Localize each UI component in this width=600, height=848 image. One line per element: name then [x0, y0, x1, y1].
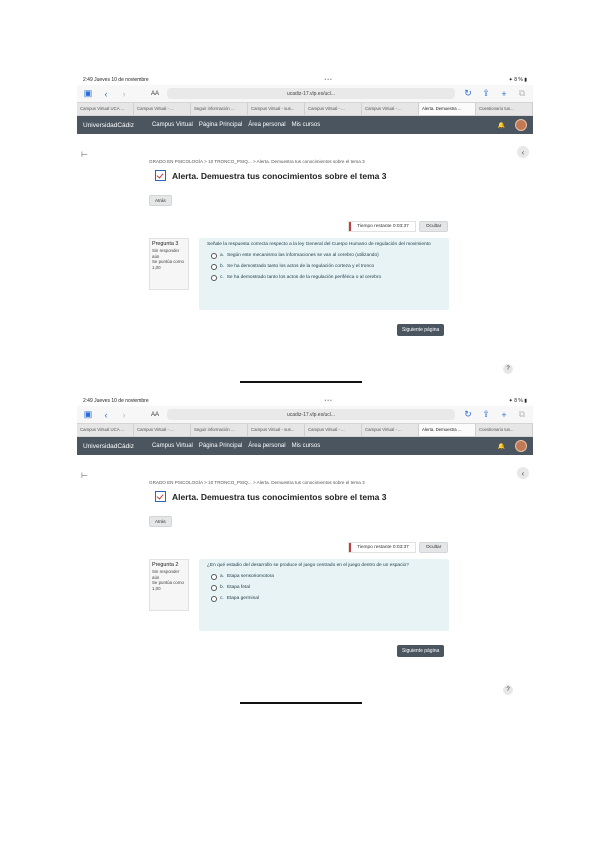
- option-letter: c.: [220, 595, 224, 601]
- browser-tab[interactable]: Cuestionario tus...: [476, 103, 533, 115]
- status-time-date: 2:49 Jueves 10 de noviembre: [83, 76, 149, 83]
- share-icon[interactable]: ⇪: [482, 409, 490, 419]
- share-icon[interactable]: ⇪: [482, 88, 490, 98]
- question-points: Se puntúa como 1,00: [152, 580, 184, 592]
- radio-button[interactable]: [211, 596, 217, 602]
- page-title: Alerta. Demuestra tus conocimientos sobre el tema 3: [172, 491, 387, 502]
- browser-tab[interactable]: Cuestionario tus...: [476, 424, 533, 436]
- tab-overview-icon[interactable]: ⧉: [518, 88, 526, 98]
- hide-timer-button[interactable]: Ocultar: [419, 221, 448, 232]
- question-text: ¿En qué estadio del desarrollo se produce el juego centrado en el juego dentro de un espacio?: [207, 563, 409, 568]
- question-points: Se puntúa como 1,00: [152, 259, 184, 271]
- breadcrumb[interactable]: GRADO EN PSICOLOGÍA > 10 TRONCO_PSIQ... > Alerta. Demuestra tus conocimientos sobre el tema 3: [149, 159, 365, 164]
- address-bar[interactable]: [167, 88, 455, 99]
- option-letter: a.: [220, 573, 225, 579]
- option-text: Se ha demostrado tanto los actos de la regulación corteza y el tronco: [227, 263, 375, 269]
- question-box: [199, 238, 449, 310]
- safari-toolbar: [77, 406, 533, 423]
- right-drawer-chevron-icon[interactable]: ‹: [517, 146, 529, 158]
- answer-option[interactable]: [211, 596, 441, 603]
- safari-toolbar: [77, 85, 533, 102]
- forward-arrow-icon[interactable]: ›: [122, 88, 126, 99]
- browser-tab[interactable]: Campus Virtual UCA ...: [77, 424, 134, 436]
- question-state: Sin responder aún: [152, 248, 180, 259]
- screenshot-quiz-question-2: [77, 395, 533, 715]
- radio-button[interactable]: [211, 264, 217, 270]
- user-avatar[interactable]: [515, 440, 527, 452]
- quiz-icon: [155, 491, 166, 502]
- page-title: Alerta. Demuestra tus conocimientos sobre el tema 3: [172, 170, 387, 181]
- browser-tab[interactable]: Campus Virtual - ...: [134, 103, 191, 115]
- option-text: Etapa germinal: [226, 595, 259, 601]
- browser-tab[interactable]: Alerta. Demuestra ...: [419, 424, 476, 436]
- question-number: Pregunta 2: [152, 562, 179, 568]
- nav-link[interactable]: Mis cursos: [291, 443, 321, 449]
- browser-tab[interactable]: Campus Virtual - sus...: [248, 103, 305, 115]
- back-button[interactable]: Atrás: [149, 195, 172, 206]
- screenshot-quiz-question-3: [77, 74, 533, 394]
- radio-button[interactable]: [211, 585, 217, 591]
- browser-tab[interactable]: Seguir información ...: [191, 424, 248, 436]
- new-tab-plus-icon[interactable]: +: [501, 409, 507, 420]
- nav-link[interactable]: Área personal: [248, 122, 286, 128]
- page-header: [155, 170, 386, 181]
- help-button[interactable]: ?: [503, 364, 513, 374]
- nav-links: [152, 443, 320, 449]
- option-letter: b.: [220, 263, 225, 269]
- answer-option[interactable]: [211, 253, 441, 260]
- status-time-date: 2:49 Jueves 10 de noviembre: [83, 397, 149, 404]
- question-number: Pregunta 3: [152, 241, 179, 247]
- radio-button[interactable]: [211, 574, 217, 580]
- answer-options: [207, 574, 441, 603]
- option-letter: a.: [220, 252, 225, 258]
- page-header: [155, 491, 386, 502]
- back-button[interactable]: Atrás: [149, 516, 172, 527]
- multitask-dots[interactable]: •••: [324, 397, 333, 404]
- nav-link[interactable]: Campus Virtual: [151, 443, 193, 449]
- multitask-dots[interactable]: •••: [324, 76, 333, 83]
- nav-links: [152, 122, 320, 128]
- notifications-bell-icon[interactable]: 🔔: [497, 443, 505, 450]
- drawer-toggle-icon[interactable]: ⊢: [81, 150, 88, 159]
- answer-option[interactable]: [211, 585, 441, 592]
- option-text: Según este mecanismo las informaciones se van al cerebro (utilizando): [227, 252, 379, 258]
- browser-tab[interactable]: Campus Virtual UCA ...: [77, 103, 134, 115]
- nav-link[interactable]: Página Principal: [198, 443, 243, 449]
- answer-option[interactable]: [211, 574, 441, 581]
- radio-button[interactable]: [211, 275, 217, 281]
- sidebar-icon[interactable]: ▣: [83, 409, 93, 419]
- new-tab-plus-icon[interactable]: +: [501, 88, 507, 99]
- browser-tab[interactable]: Alerta. Demuestra ...: [419, 103, 476, 115]
- next-page-button[interactable]: Siguiente página: [397, 324, 444, 336]
- back-arrow-icon[interactable]: ‹: [104, 88, 108, 99]
- site-brand[interactable]: UniversidadCádiz: [83, 121, 134, 129]
- reader-aa-button[interactable]: AA: [151, 90, 160, 97]
- question-info-panel: [149, 238, 189, 290]
- ios-status-bar: [77, 74, 533, 85]
- reload-icon[interactable]: ↻: [464, 88, 472, 98]
- hide-timer-button[interactable]: Ocultar: [419, 542, 448, 553]
- timer-area: [349, 221, 448, 232]
- answer-option[interactable]: [211, 264, 441, 271]
- reader-aa-button[interactable]: AA: [151, 411, 160, 418]
- answer-options: [207, 253, 441, 282]
- option-text: Etapa sensoriomotora: [227, 573, 274, 579]
- browser-tab[interactable]: Campus Virtual - ...: [362, 424, 419, 436]
- help-button[interactable]: ?: [503, 685, 513, 695]
- drawer-toggle-icon[interactable]: ⊢: [81, 471, 88, 480]
- sidebar-icon[interactable]: ▣: [83, 88, 93, 98]
- browser-tab[interactable]: Campus Virtual - ...: [305, 424, 362, 436]
- next-page-button[interactable]: Siguiente página: [397, 645, 444, 657]
- radio-button[interactable]: [211, 253, 217, 259]
- back-arrow-icon[interactable]: ‹: [104, 409, 108, 420]
- address-bar[interactable]: [167, 409, 455, 420]
- question-info-panel: [149, 559, 189, 611]
- url-text: ucadiz-17.vlp.es/ucl...: [286, 90, 336, 97]
- option-text: Se ha demostrado tanto los actos de la regulación periférica o al cerebro: [226, 274, 382, 280]
- browser-tab[interactable]: Campus Virtual - ...: [134, 424, 191, 436]
- option-text: Etapa fetal: [227, 584, 250, 590]
- url-text: ucadiz-17.vlp.es/ucl...: [286, 411, 336, 418]
- site-brand[interactable]: UniversidadCádiz: [83, 442, 134, 450]
- reload-icon[interactable]: ↻: [464, 409, 472, 419]
- question-box: [199, 559, 449, 631]
- question-state: Sin responder aún: [152, 569, 180, 580]
- ios-status-bar: [77, 395, 533, 406]
- home-indicator: [240, 702, 362, 704]
- nav-link[interactable]: Campus Virtual: [151, 122, 193, 128]
- site-navbar: [77, 437, 533, 455]
- user-avatar[interactable]: [515, 119, 527, 131]
- option-letter: c.: [220, 274, 224, 280]
- nav-link[interactable]: Área personal: [248, 443, 286, 449]
- tab-bar: [77, 102, 533, 116]
- browser-tab[interactable]: Campus Virtual - ...: [305, 103, 362, 115]
- notifications-bell-icon[interactable]: 🔔: [497, 122, 505, 129]
- forward-arrow-icon[interactable]: ›: [122, 409, 126, 420]
- right-drawer-chevron-icon[interactable]: ‹: [517, 467, 529, 479]
- browser-tab[interactable]: Seguir información ...: [191, 103, 248, 115]
- option-letter: b.: [220, 584, 225, 590]
- tab-bar: [77, 423, 533, 437]
- nav-link[interactable]: Página Principal: [198, 122, 243, 128]
- time-remaining: Tiempo restante 0:03:37: [349, 543, 415, 552]
- answer-option[interactable]: [211, 275, 441, 282]
- timer-area: [349, 542, 448, 553]
- status-indicators: ✦ 8 % ▮: [508, 76, 527, 83]
- quiz-icon: [155, 170, 166, 181]
- browser-tab[interactable]: Campus Virtual - sus...: [248, 424, 305, 436]
- status-indicators: ✦ 8 % ▮: [508, 397, 527, 404]
- nav-link[interactable]: Mis cursos: [291, 122, 321, 128]
- breadcrumb[interactable]: GRADO EN PSICOLOGÍA > 10 TRONCO_PSIQ... > Alerta. Demuestra tus conocimientos sobre el tema 3: [149, 480, 365, 485]
- browser-tab[interactable]: Campus Virtual - ...: [362, 103, 419, 115]
- question-text: Señale la respuesta correcta respecto a la ley General del Cuerpo Humano de regulación del movimiento: [207, 242, 431, 247]
- time-remaining: Tiempo restante 0:03:37: [349, 222, 415, 231]
- site-navbar: [77, 116, 533, 134]
- home-indicator: [240, 381, 362, 383]
- tab-overview-icon[interactable]: ⧉: [518, 409, 526, 419]
